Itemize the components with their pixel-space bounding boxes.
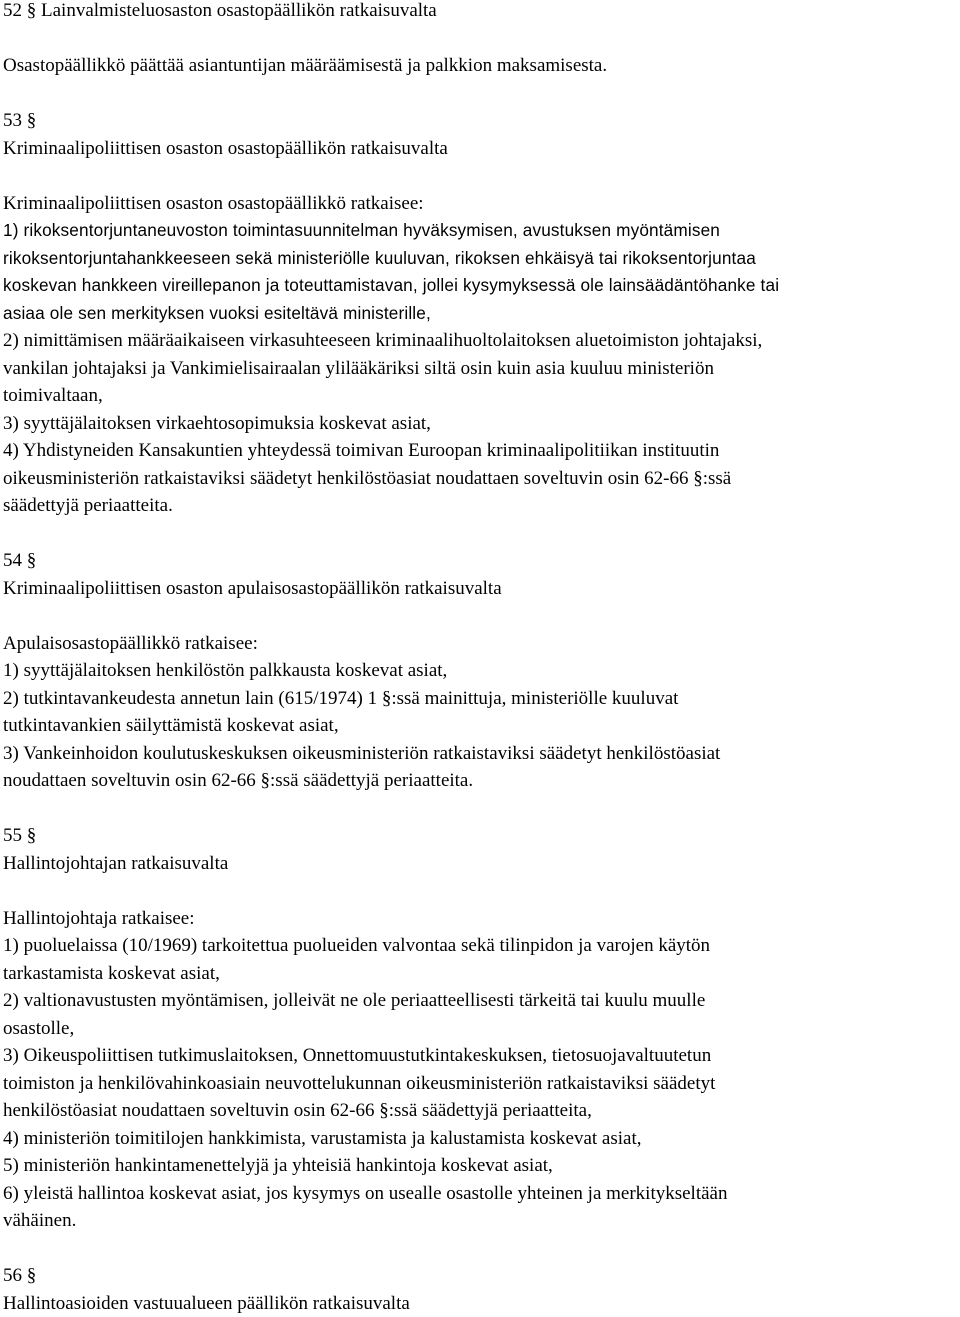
body-line: osastolle, [3, 1015, 958, 1043]
body-line: toimivaltaan, [3, 382, 958, 410]
section-body [3, 52, 958, 80]
body-line: Osastopäällikkö päättää asiantuntijan määräämisestä ja palkkion maksamisesta. [3, 52, 958, 80]
body-line: koskevan hankkeen vireillepanon ja toteuttamistavan, jollei kysymyksessä ole lainsäädäntöhanke tai [3, 272, 958, 300]
body-line: henkilöstöasiat noudattaen soveltuvin osin 62-66 §:ssä säädettyjä periaatteita, [3, 1097, 958, 1125]
section-heading-line [3, 547, 958, 575]
spacer [3, 1235, 958, 1263]
body-line: vankilan johtajaksi ja Vankimielisairaalan ylilääkäriksi siltä osin kuin asia kuuluu ministeriön [3, 355, 958, 383]
section-heading-line [3, 107, 958, 135]
section-title: Hallintoasioiden vastuualueen päällikön ratkaisuvalta [3, 1290, 958, 1317]
section-53 [3, 107, 958, 520]
body-line: 2) valtionavustusten myöntämisen, jolleivät ne ole periaatteellisesti tärkeitä tai kuulu muulle [3, 987, 958, 1015]
body-line: noudattaen soveltuvin osin 62-66 §:ssä säädettyjä periaatteita. [3, 767, 958, 795]
body-line: 4) Yhdistyneiden Kansakuntien yhteydessä toimivan Euroopan kriminaalipolitiikan instituutin [3, 437, 958, 465]
body-line: asiaa ole sen merkityksen vuoksi esiteltävä ministerille, [3, 300, 958, 328]
body-line: 3) syyttäjälaitoksen virkaehtosopimuksia koskevat asiat, [3, 410, 958, 438]
section-symbol: § [27, 1265, 37, 1286]
section-heading [3, 547, 958, 602]
body-line: 3) Oikeuspoliittisen tutkimuslaitoksen, Onnettomuustutkintakeskuksen, tietosuojavaltuutetun [3, 1042, 958, 1070]
section-title: Hallintojohtajan ratkaisuvalta [3, 850, 958, 878]
section-heading [3, 107, 958, 162]
body-line: 2) nimittämisen määräaikaiseen virkasuhteeseen kriminaalihuoltolaitoksen aluetoimiston johtajaksi, [3, 327, 958, 355]
section-56 [3, 1262, 958, 1317]
section-title: Lainvalmisteluosaston osastopäällikön ratkaisuvalta [41, 0, 437, 21]
spacer [3, 520, 958, 548]
section-number: 55 [3, 825, 22, 846]
body-line: 5) ministeriön hankintamenettelyjä ja yhteisiä hankintoja koskevat asiat, [3, 1152, 958, 1180]
section-number: 54 [3, 550, 22, 571]
body-line: 1) puoluelaissa (10/1969) tarkoitettua puolueiden valvontaa sekä tilinpidon ja varojen käytön [3, 932, 958, 960]
body-line: oikeusministeriön ratkaistaviksi säädetyt henkilöstöasiat noudattaen soveltuvin osin 62-66 §:ssä [3, 465, 958, 493]
section-body [3, 630, 958, 795]
body-line: vähäinen. [3, 1207, 958, 1235]
section-symbol: § [27, 110, 37, 131]
body-line: rikoksentorjuntahankkeeseen sekä ministeriölle kuuluvan, rikoksen ehkäisyä tai rikoksentorjuntaa [3, 245, 958, 273]
section-54 [3, 547, 958, 795]
section-symbol: § [27, 550, 37, 571]
section-symbol: § [27, 0, 37, 21]
section-52 [3, 0, 958, 80]
body-line: tarkastamista koskevat asiat, [3, 960, 958, 988]
body-line: tutkintavankien säilyttämistä koskevat asiat, [3, 712, 958, 740]
spacer [3, 25, 958, 53]
body-line: 1) rikoksentorjuntaneuvoston toimintasuunnitelman hyväksymisen, avustuksen myöntämisen [3, 217, 958, 245]
section-heading-line [3, 0, 958, 25]
section-heading-line [3, 822, 958, 850]
body-line: 3) Vankeinhoidon koulutuskeskuksen oikeusministeriön ratkaistaviksi säädetyt henkilöstöasiat [3, 740, 958, 768]
body-line: säädettyjä periaatteita. [3, 492, 958, 520]
section-number: 52 [3, 0, 22, 21]
body-line: 2) tutkintavankeudesta annetun lain (615/1974) 1 §:ssä mainittuja, ministeriölle kuuluvat [3, 685, 958, 713]
body-line: Kriminaalipoliittisen osaston osastopäällikkö ratkaisee: [3, 190, 958, 218]
section-symbol: § [27, 825, 37, 846]
section-number: 56 [3, 1265, 22, 1286]
spacer [3, 162, 958, 190]
body-line: Apulaisosastopäällikkö ratkaisee: [3, 630, 958, 658]
section-title: Kriminaalipoliittisen osaston apulaisosastopäällikön ratkaisuvalta [3, 575, 958, 603]
section-heading [3, 0, 958, 25]
spacer [3, 877, 958, 905]
body-line: 4) ministeriön toimitilojen hankkimista, varustamista ja kalustamista koskevat asiat, [3, 1125, 958, 1153]
section-55 [3, 822, 958, 1235]
body-line: 1) syyttäjälaitoksen henkilöstön palkkausta koskevat asiat, [3, 657, 958, 685]
spacer [3, 795, 958, 823]
spacer [3, 80, 958, 108]
spacer [3, 602, 958, 630]
section-body [3, 190, 958, 520]
section-heading [3, 1262, 958, 1317]
section-number: 53 [3, 110, 22, 131]
body-line: Hallintojohtaja ratkaisee: [3, 905, 958, 933]
section-title: Kriminaalipoliittisen osaston osastopäällikön ratkaisuvalta [3, 135, 958, 163]
section-heading [3, 822, 958, 877]
section-body [3, 905, 958, 1235]
section-heading-line [3, 1262, 958, 1290]
document-page [3, 0, 958, 1317]
body-line: toimiston ja henkilövahinkoasiain neuvottelukunnan oikeusministeriön ratkaistaviksi säädetyt [3, 1070, 958, 1098]
body-line: 6) yleistä hallintoa koskevat asiat, jos kysymys on usealle osastolle yhteinen ja merkitykseltään [3, 1180, 958, 1208]
